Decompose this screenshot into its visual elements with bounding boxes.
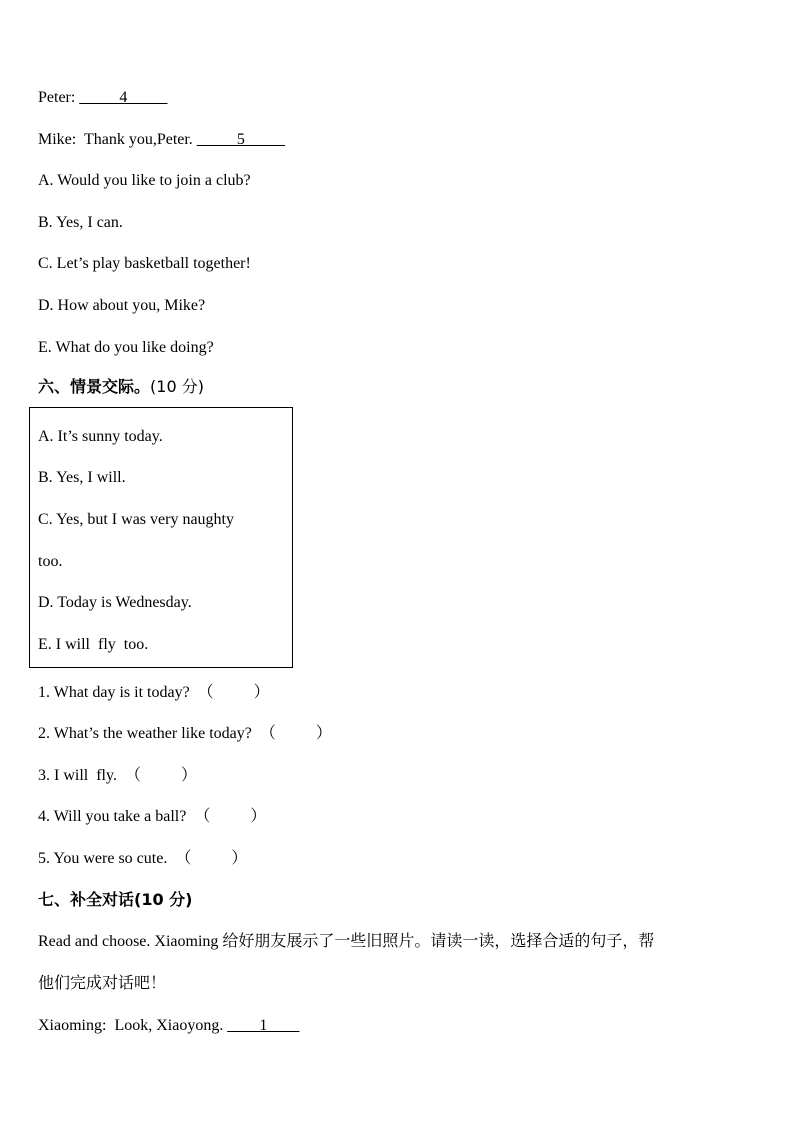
section-6-heading [38, 377, 204, 397]
answer-blank: _____4_____ [79, 89, 168, 106]
answer-paren[interactable]: （ ） [194, 808, 267, 825]
option-e: E. What do you like doing? [38, 339, 214, 356]
section-7-heading [38, 890, 192, 910]
box-option-c: C. Yes, but I was very naughty [38, 511, 234, 528]
answer-paren[interactable]: （ ） [259, 725, 332, 742]
question-3 [38, 766, 197, 786]
question-text: 1. What day is it today? [38, 684, 190, 701]
question-text: 2. What’s the weather like today? [38, 725, 252, 742]
dialogue-text: Thank you,Peter. [83, 131, 197, 148]
box-option-a: A. It’s sunny today. [38, 428, 163, 445]
speaker: Xiaoming: [38, 1017, 115, 1034]
answer-blank: ____1____ [227, 1017, 300, 1034]
option-d: D. How about you, Mike? [38, 297, 206, 314]
box-option-c-continued: too. [38, 553, 63, 570]
dialogue-line-peter [38, 88, 167, 108]
answer-blank: _____5_____ [196, 131, 285, 148]
question-text: 5. You were so cute. [38, 850, 168, 867]
instruction-line-1: Read and choose. Xiaoming 给好朋友展示了一些旧照片。请读一读，选择合适的句子，帮 [38, 933, 655, 950]
answer-paren[interactable]: （ ） [197, 684, 270, 701]
question-2 [38, 724, 332, 744]
answer-paren[interactable]: （ ） [124, 767, 197, 784]
dialogue-line-mike [38, 130, 285, 150]
box-option-b: B. Yes, I will. [38, 469, 126, 486]
question-5 [38, 849, 247, 869]
speaker: Peter: [38, 89, 80, 106]
section-title: 六、情景交际。 [38, 377, 151, 396]
option-b: B. Yes, I can. [38, 214, 123, 231]
option-a: A. Would you like to join a club? [38, 172, 251, 189]
dialogue-text: Look, Xiaoyong. [114, 1017, 228, 1034]
box-option-d: D. Today is Wednesday. [38, 594, 192, 611]
question-4 [38, 807, 266, 827]
speaker: Mike: [38, 131, 84, 148]
option-c: C. Let’s play basketball together! [38, 255, 251, 272]
question-1 [38, 683, 270, 703]
question-text: 4. Will you take a ball? [38, 808, 187, 825]
question-text: 3. I will fly. [38, 767, 117, 784]
dialogue-line-xiaoming [38, 1016, 299, 1036]
answer-paren[interactable]: （ ） [175, 850, 248, 867]
section-score: (10 分) [134, 890, 193, 909]
section-title: 七、补全对话 [38, 890, 135, 909]
box-option-e: E. I will fly too. [38, 636, 149, 653]
instruction-line-2: 他们完成对话吧！ [38, 975, 167, 992]
section-score: (10 分) [150, 377, 204, 396]
